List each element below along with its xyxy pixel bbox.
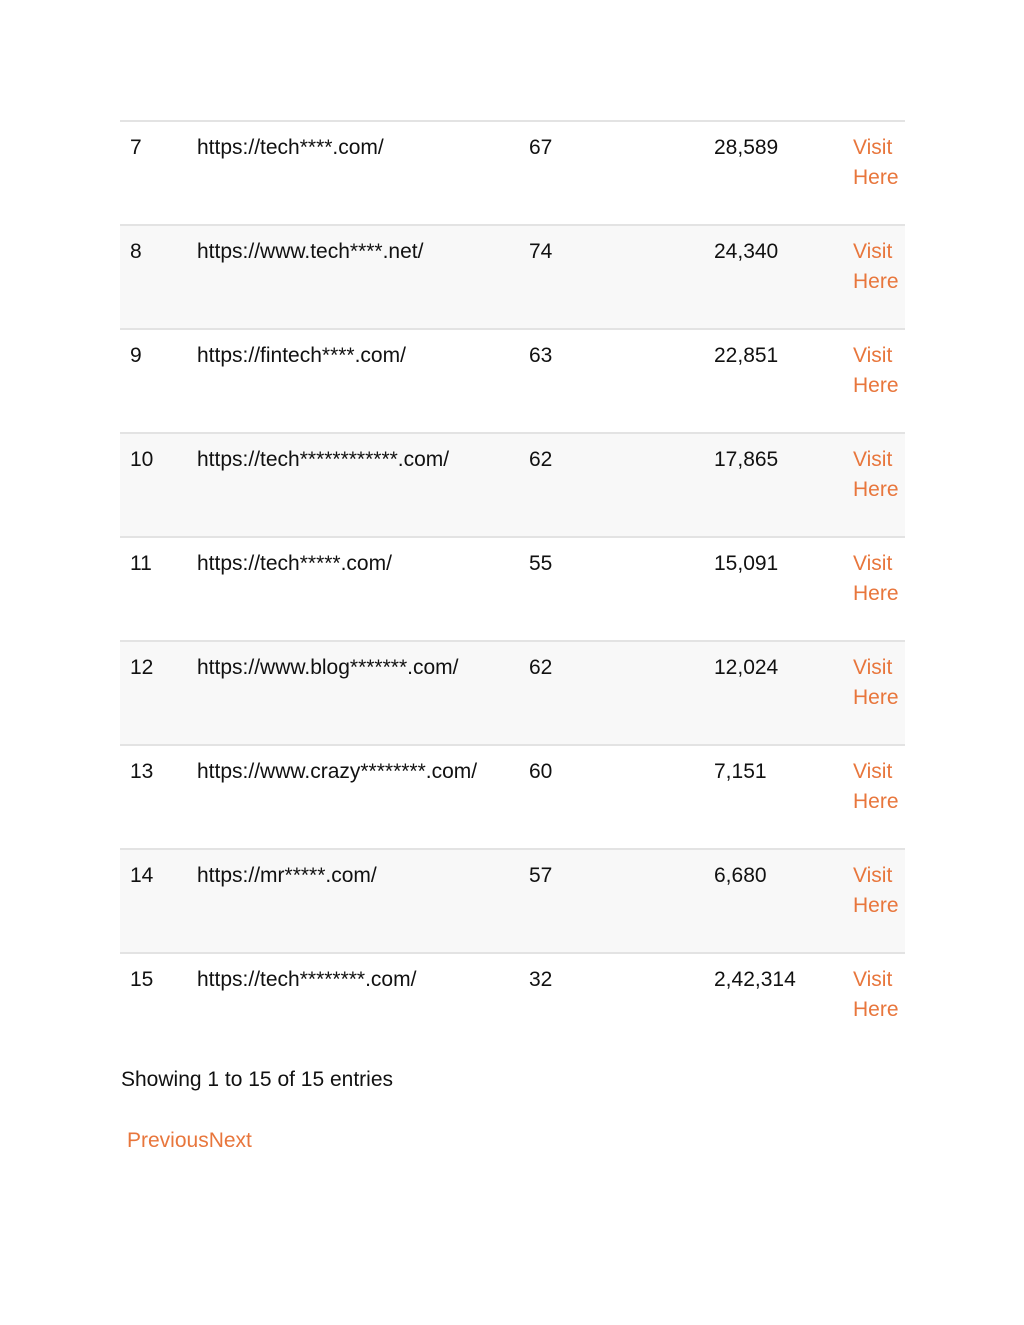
traffic-cell: 12,024 (714, 656, 779, 679)
da-cell: 60 (529, 760, 553, 783)
rank-cell: 10 (130, 448, 154, 471)
visit-here-link[interactable] (853, 861, 905, 921)
previous-page-button[interactable]: Previous (127, 1129, 209, 1152)
da-cell: 62 (529, 656, 553, 679)
link-cell (843, 641, 905, 745)
traffic-cell: 15,091 (714, 552, 779, 575)
visit-link-label-2: Here (853, 374, 899, 397)
visit-link-label-2: Here (853, 790, 899, 813)
traffic-cell: 6,680 (714, 864, 767, 887)
link-cell (843, 433, 905, 537)
link-cell (843, 121, 905, 225)
visit-here-link[interactable] (853, 653, 905, 713)
visit-here-link[interactable] (853, 549, 905, 609)
url-cell: https://tech************.com/ (197, 448, 450, 471)
visit-link-label-2: Here (853, 478, 899, 501)
link-cell (843, 849, 905, 953)
table-row (120, 121, 905, 225)
visit-link-label-1: Visit (853, 656, 893, 679)
table-row (120, 849, 905, 953)
url-cell: https://fintech****.com/ (197, 344, 406, 367)
table-row (120, 433, 905, 537)
rank-cell: 11 (130, 552, 152, 575)
visit-link-label-1: Visit (853, 552, 893, 575)
traffic-cell: 24,340 (714, 240, 779, 263)
rank-cell: 15 (130, 968, 154, 991)
link-cell (843, 537, 905, 641)
da-cell: 32 (529, 968, 553, 991)
visit-link-label-1: Visit (853, 344, 893, 367)
visit-link-label-1: Visit (853, 136, 893, 159)
link-cell (843, 225, 905, 329)
url-cell: https://www.blog*******.com/ (197, 656, 459, 679)
link-cell (843, 745, 905, 849)
visit-here-link[interactable] (853, 237, 905, 297)
da-cell: 55 (529, 552, 553, 575)
url-cell: https://www.tech****.net/ (197, 240, 424, 263)
traffic-cell: 22,851 (714, 344, 779, 367)
traffic-cell: 2,42,314 (714, 968, 796, 991)
sites-table-container (120, 120, 905, 1057)
rank-cell: 7 (130, 136, 142, 159)
traffic-cell: 17,865 (714, 448, 779, 471)
rank-cell: 14 (130, 864, 154, 887)
visit-link-label-2: Here (853, 166, 899, 189)
table-info-text: Showing 1 to 15 of 15 entries (121, 1068, 394, 1091)
da-cell: 74 (529, 240, 553, 263)
url-cell: https://tech********.com/ (197, 968, 417, 991)
visit-here-link[interactable] (853, 445, 905, 505)
visit-link-label-2: Here (853, 582, 899, 605)
sites-table-body (120, 121, 905, 1057)
table-row (120, 225, 905, 329)
visit-here-link[interactable] (853, 757, 905, 817)
sites-table (120, 120, 905, 1057)
table-row (120, 329, 905, 433)
rank-cell: 13 (130, 760, 154, 783)
pagination (127, 1127, 252, 1155)
visit-link-label-1: Visit (853, 864, 893, 887)
visit-here-link[interactable] (853, 341, 905, 401)
url-cell: https://mr*****.com/ (197, 864, 377, 887)
next-page-button[interactable]: Next (208, 1129, 252, 1152)
visit-here-link[interactable] (853, 965, 905, 1025)
da-cell: 57 (529, 864, 553, 887)
url-cell: https://tech*****.com/ (197, 552, 392, 575)
url-cell: https://www.crazy********.com/ (197, 760, 478, 783)
visit-link-label-2: Here (853, 270, 899, 293)
rank-cell: 12 (130, 656, 154, 679)
visit-link-label-1: Visit (853, 448, 893, 471)
table-row (120, 745, 905, 849)
da-cell: 63 (529, 344, 553, 367)
traffic-cell: 7,151 (714, 760, 767, 783)
traffic-cell: 28,589 (714, 136, 779, 159)
table-row (120, 537, 905, 641)
link-cell (843, 953, 905, 1057)
visit-link-label-2: Here (853, 998, 899, 1021)
visit-link-label-2: Here (853, 894, 899, 917)
visit-link-label-1: Visit (853, 760, 893, 783)
rank-cell: 8 (130, 240, 142, 263)
visit-here-link[interactable] (853, 133, 905, 193)
rank-cell: 9 (130, 344, 142, 367)
visit-link-label-1: Visit (853, 968, 893, 991)
da-cell: 62 (529, 448, 553, 471)
visit-link-label-1: Visit (853, 240, 893, 263)
table-row (120, 641, 905, 745)
link-cell (843, 329, 905, 433)
url-cell: https://tech****.com/ (197, 136, 384, 159)
table-row (120, 953, 905, 1057)
visit-link-label-2: Here (853, 686, 899, 709)
da-cell: 67 (529, 136, 553, 159)
